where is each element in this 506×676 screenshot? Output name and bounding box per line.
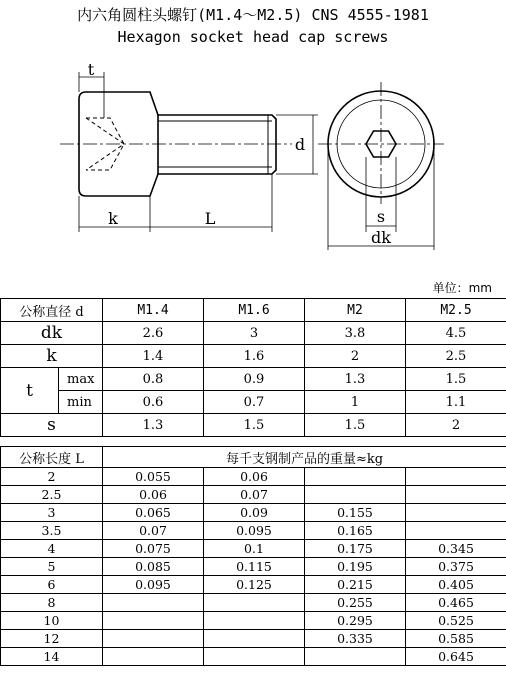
mass-cell: [204, 630, 305, 648]
mass-cell: 0.09: [204, 504, 305, 522]
length-cell: 10: [1, 612, 103, 630]
nominal-diameter-header: 公称直径 d: [1, 299, 103, 322]
length-cell: 3: [1, 504, 103, 522]
table-cell: 0.6: [103, 391, 204, 414]
length-cell: 6: [1, 576, 103, 594]
length-cell: 8: [1, 594, 103, 612]
screw-end-view: [318, 82, 444, 204]
table-cell: 4.5: [406, 322, 506, 345]
nominal-length-header: 公称长度 L: [1, 447, 103, 468]
mass-cell: 0.645: [406, 648, 506, 666]
table-cell: 2: [406, 414, 506, 437]
length-cell: 3.5: [1, 522, 103, 540]
size-col: M1.4: [103, 299, 204, 322]
mass-cell: 0.07: [103, 522, 204, 540]
mass-cell: 0.095: [103, 576, 204, 594]
table-cell: 1.1: [406, 391, 506, 414]
table-cell: 0.7: [204, 391, 305, 414]
length-cell: 2: [1, 468, 103, 486]
length-cell: 14: [1, 648, 103, 666]
mass-cell: 0.195: [305, 558, 406, 576]
mass-cell: 0.1: [204, 540, 305, 558]
table-header-row: [1, 447, 506, 468]
table-cell: 1.4: [103, 345, 204, 368]
title-english: Hexagon socket head cap screws: [117, 28, 389, 46]
screw-drawing: [0, 50, 506, 278]
mass-cell: [406, 468, 506, 486]
length-cell: 5: [1, 558, 103, 576]
table-cell: 1.5: [204, 414, 305, 437]
mass-cell: 0.215: [305, 576, 406, 594]
mass-cell: [305, 468, 406, 486]
mass-cell: [305, 648, 406, 666]
mass-cell: [406, 522, 506, 540]
mass-cell: 0.255: [305, 594, 406, 612]
mass-cell: [305, 486, 406, 504]
mass-cell: [406, 486, 506, 504]
unit-label: 单位：mm: [432, 281, 492, 295]
table-row: [1, 594, 506, 612]
mass-cell: [103, 648, 204, 666]
table-row: [1, 345, 506, 368]
table-row: [1, 504, 506, 522]
label-L: L: [204, 209, 216, 228]
row-sublabel: max: [59, 368, 103, 391]
mass-table: [0, 446, 506, 666]
table-row: [1, 414, 506, 437]
row-label: s: [1, 414, 103, 437]
mass-cell: [204, 594, 305, 612]
table-row: [1, 322, 506, 345]
mass-cell: 0.125: [204, 576, 305, 594]
mass-cell: 0.335: [305, 630, 406, 648]
table-cell: 2.5: [406, 345, 506, 368]
label-k: k: [108, 209, 118, 228]
row-label: k: [1, 345, 103, 368]
table-cell: 2.6: [103, 322, 204, 345]
table-cell: 3: [204, 322, 305, 345]
mass-cell: 0.175: [305, 540, 406, 558]
mass-cell: 0.06: [204, 468, 305, 486]
table-cell: 1.3: [103, 414, 204, 437]
table-cell: 1.6: [204, 345, 305, 368]
mass-cell: 0.075: [103, 540, 204, 558]
table-cell: 3.8: [305, 322, 406, 345]
table-cell: 1: [305, 391, 406, 414]
table-cell: 1.3: [305, 368, 406, 391]
table-row: [1, 558, 506, 576]
row-sublabel: min: [59, 391, 103, 414]
size-col: M1.6: [204, 299, 305, 322]
table-row: [1, 391, 506, 414]
size-col: M2.5: [406, 299, 506, 322]
length-cell: 4: [1, 540, 103, 558]
table-row: [1, 540, 506, 558]
mass-cell: 0.155: [305, 504, 406, 522]
mass-cell: 0.295: [305, 612, 406, 630]
row-label: dk: [1, 322, 103, 345]
label-dk: dk: [371, 228, 391, 247]
mass-cell: 0.525: [406, 612, 506, 630]
mass-cell: [204, 648, 305, 666]
mass-cell: 0.065: [103, 504, 204, 522]
mass-cell: 0.06: [103, 486, 204, 504]
mass-cell: 0.375: [406, 558, 506, 576]
title-chinese: 内六角圆柱头螺钉(M1.4～M2.5) CNS 4555-1981: [77, 6, 429, 24]
label-t: t: [87, 60, 95, 79]
mass-cell: 0.115: [204, 558, 305, 576]
mass-header: 每千支钢制产品的重量≈kg: [103, 447, 506, 468]
table-cell: 2: [305, 345, 406, 368]
mass-cell: 0.085: [103, 558, 204, 576]
mass-cell: [103, 612, 204, 630]
mass-cell: 0.465: [406, 594, 506, 612]
length-cell: 2.5: [1, 486, 103, 504]
label-d: d: [294, 135, 306, 154]
mass-cell: 0.07: [204, 486, 305, 504]
length-cell: 12: [1, 630, 103, 648]
table-cell: 0.8: [103, 368, 204, 391]
mass-cell: 0.405: [406, 576, 506, 594]
size-col: M2: [305, 299, 406, 322]
table-row: [1, 468, 506, 486]
mass-cell: 0.095: [204, 522, 305, 540]
dimension-table: [0, 298, 506, 437]
row-label: t: [1, 368, 59, 414]
mass-cell: 0.345: [406, 540, 506, 558]
table-cell: 1.5: [305, 414, 406, 437]
table-cell: 0.9: [204, 368, 305, 391]
label-s: s: [376, 207, 386, 226]
mass-cell: 0.055: [103, 468, 204, 486]
table-row: [1, 486, 506, 504]
table-row: [1, 368, 506, 391]
mass-cell: [103, 630, 204, 648]
mass-cell: [204, 612, 305, 630]
table-row: [1, 612, 506, 630]
table-row: [1, 648, 506, 666]
mass-cell: [103, 594, 204, 612]
table-row: [1, 522, 506, 540]
mass-cell: 0.585: [406, 630, 506, 648]
mass-cell: 0.165: [305, 522, 406, 540]
table-row: [1, 576, 506, 594]
table-row: [1, 630, 506, 648]
table-cell: 1.5: [406, 368, 506, 391]
mass-cell: [406, 504, 506, 522]
table-header-row: [1, 299, 506, 322]
